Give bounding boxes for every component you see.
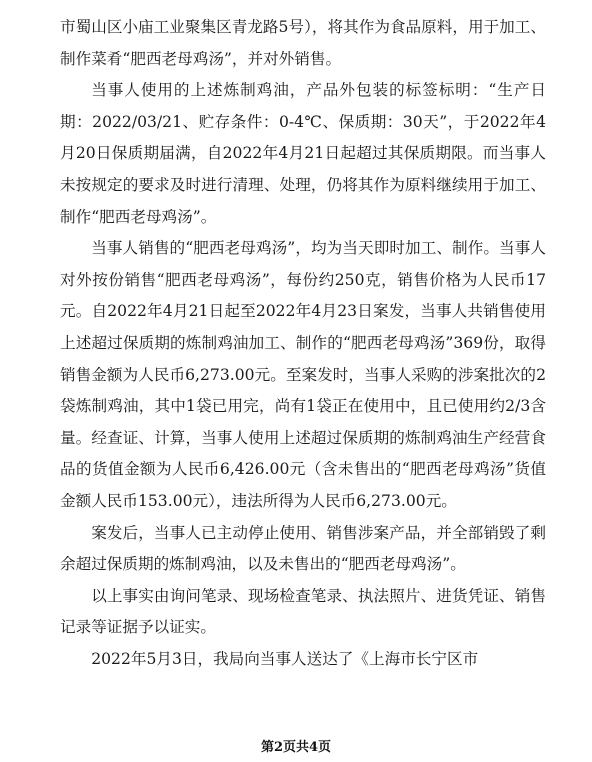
paragraph-after-case: 案发后，当事人已主动停止使用、销售涉案产品，并全部销毁了剩余超过保质期的炼制鸡油，以及未售出的“肥西老母鸡汤”。 [60, 523, 546, 574]
paragraph-sales-facts: 当事人销售的“肥西老母鸡汤”，均为当天即时加工、制作。当事人对外按份销售“肥西老母鸡汤”，每份约250克，销售价格为人民币17元。自2022年4月21日起至2022年4月23日案发，当事人共销售使用上述超过保质期的炼制鸡油加工、制作的“肥西老母鸡汤”369份，取得销售金额为人民币6,273.00元。至案发时，当事人采购的涉案批次的2袋炼制鸡油，其中1袋已用完，尚有1袋正在使用中，且已使用约2/3含量。经查证、计算，当事人使用上述超过保质期的炼制鸡油生产经营食品的货值金额为人民币6,426.00元（含未售出的“肥西老母鸡汤”货值金额人民币153.00元），违法所得为人民币6,273.00元。 [60, 239, 546, 510]
paragraph-continuation: 市蜀山区小庙工业聚集区青龙路5号），将其作为食品原料，用于加工、制作菜肴“肥西老母鸡汤”，并对外销售。 [60, 18, 546, 68]
paragraph-service-date: 2022年5月3日，我局向当事人送达了《上海市长宁区市 [91, 649, 479, 668]
paragraph-evidence: 以上事实由询问笔录、现场检查笔录、执法照片、进货凭证、销售记录等证据予以证实。 [60, 586, 546, 637]
document-body [60, 12, 546, 675]
paragraph-label-info: 当事人使用的上述炼制鸡油，产品外包装的标签标明：“生产日期：2022/03/21、贮存条件：0-4℃、保质期：30天”，于2022年4月20日保质期届满，自2022年4月21日起超过其保质期限。而当事人未按规定的要求及时进行清理、处理，仍将其作为原料继续用于加工、制作“肥西老母鸡汤”。 [60, 81, 546, 226]
page-number-footer: 第2页共4页 [260, 740, 332, 755]
